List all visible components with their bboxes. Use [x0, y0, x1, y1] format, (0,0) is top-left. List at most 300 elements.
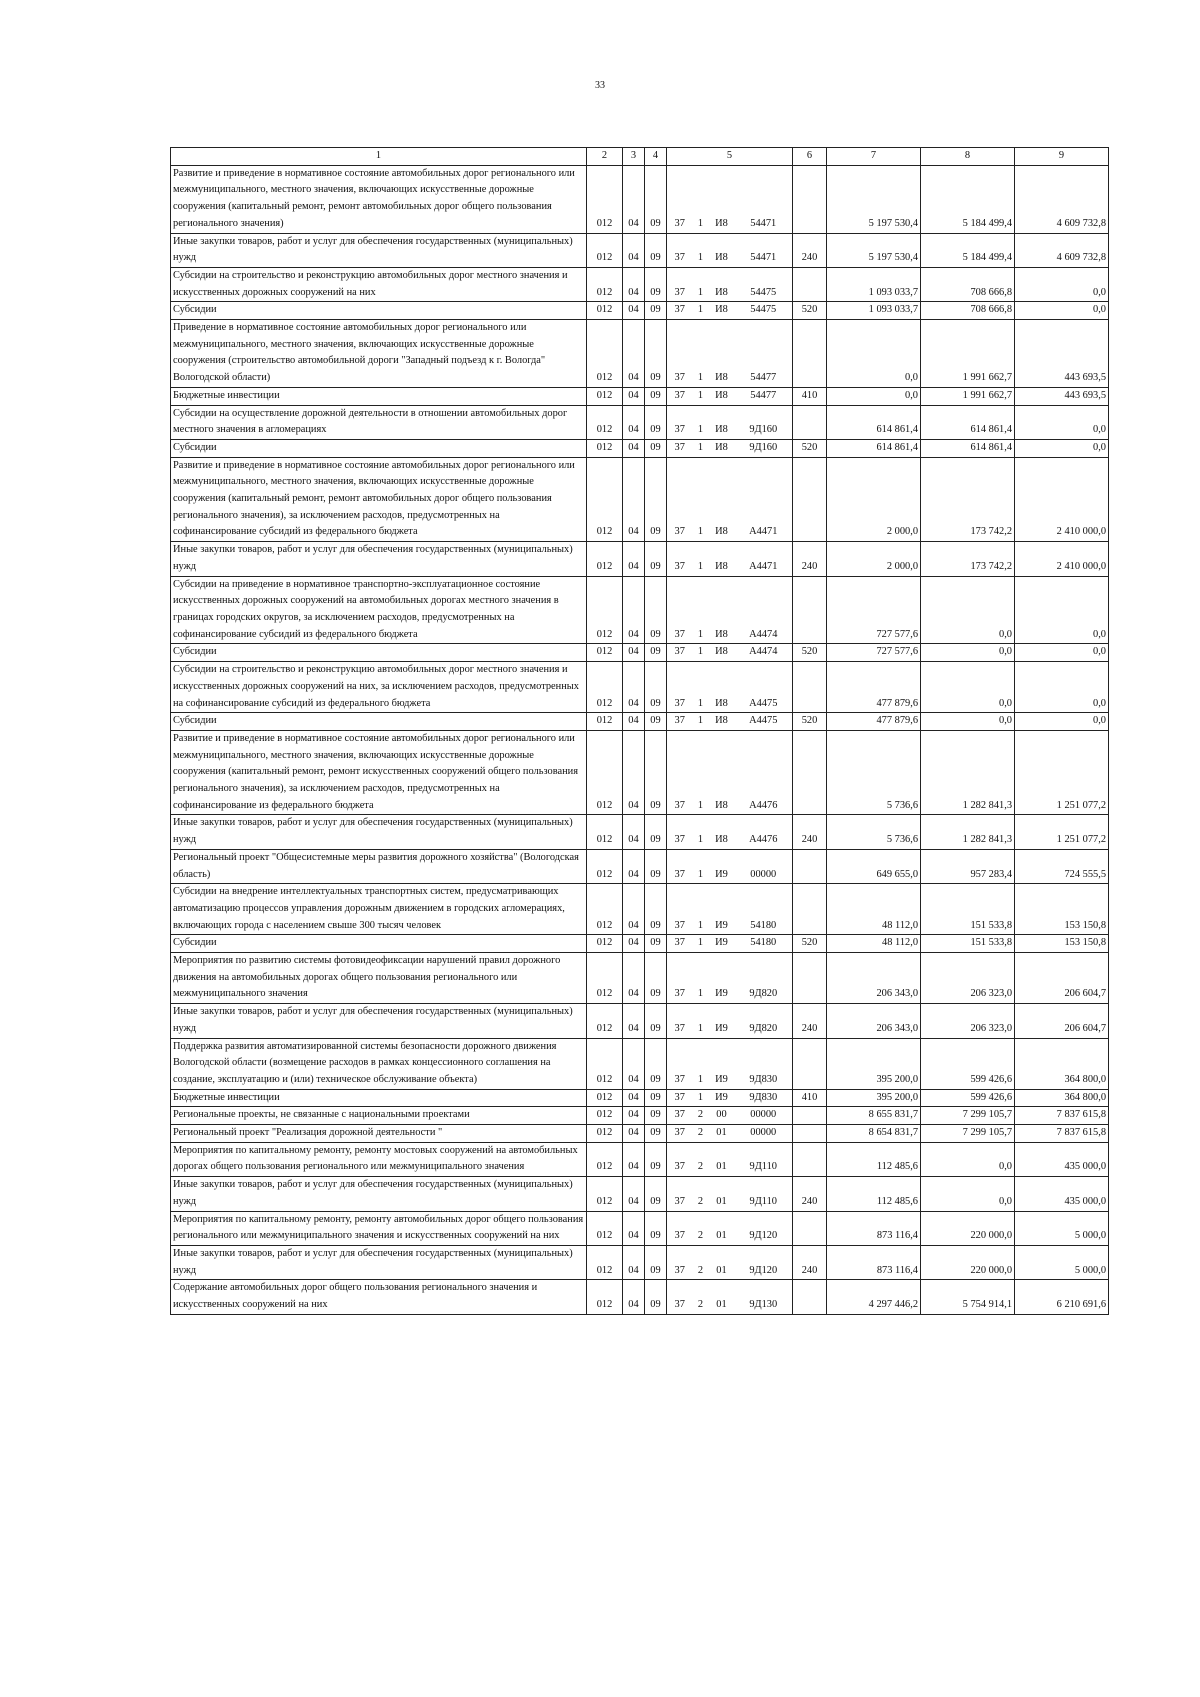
row-name: Приведение в нормативное состояние автомобильных дорог регионального или межмуниципального, местного значения, включающих искусственные дорожные сооружения (строительство автомобильной дороги "Западный подъезд к г. Вологда" Вологодской области) — [171, 320, 587, 388]
cell-section: 04 — [623, 457, 645, 542]
cell-section: 04 — [623, 576, 645, 644]
cell-amount-year-3: 4 609 732,8 — [1015, 165, 1109, 233]
cell-ministry-code: 012 — [587, 1089, 623, 1107]
cell-project-code: И8 — [709, 302, 735, 320]
cell-amount-year-1: 112 485,6 — [827, 1177, 921, 1211]
header-col-4: 4 — [645, 148, 667, 166]
table-row — [171, 576, 1109, 644]
cell-amount-year-2: 5 754 914,1 — [921, 1280, 1015, 1314]
table-row — [171, 233, 1109, 267]
cell-amount-year-2: 708 666,8 — [921, 302, 1015, 320]
cell-direction-code: 9Д830 — [735, 1089, 793, 1107]
cell-project-code: И8 — [709, 730, 735, 815]
cell-section: 04 — [623, 1177, 645, 1211]
cell-amount-year-2: 599 426,6 — [921, 1038, 1015, 1089]
cell-section: 04 — [623, 387, 645, 405]
cell-subsection: 09 — [645, 1211, 667, 1245]
row-name: Иные закупки товаров, работ и услуг для обеспечения государственных (муниципальных) нужд — [171, 233, 587, 267]
cell-amount-year-2: 708 666,8 — [921, 267, 1015, 301]
table-row — [171, 849, 1109, 883]
cell-ministry-code: 012 — [587, 662, 623, 713]
cell-subsection: 09 — [645, 935, 667, 953]
cell-project-code: И9 — [709, 953, 735, 1004]
cell-subsection: 09 — [645, 439, 667, 457]
cell-direction-code: 9Д120 — [735, 1211, 793, 1245]
cell-amount-year-1: 1 093 033,7 — [827, 302, 921, 320]
row-name: Региональные проекты, не связанные с национальными проектами — [171, 1107, 587, 1125]
cell-amount-year-3: 153 150,8 — [1015, 884, 1109, 935]
cell-amount-year-2: 614 861,4 — [921, 439, 1015, 457]
cell-amount-year-1: 873 116,4 — [827, 1211, 921, 1245]
cell-program: 37 — [667, 457, 693, 542]
cell-amount-year-2: 7 299 105,7 — [921, 1125, 1015, 1143]
cell-ministry-code: 012 — [587, 953, 623, 1004]
cell-program: 37 — [667, 267, 693, 301]
cell-subsection: 09 — [645, 849, 667, 883]
cell-expense-type: 520 — [793, 935, 827, 953]
cell-expense-type: 520 — [793, 644, 827, 662]
cell-amount-year-2: 5 184 499,4 — [921, 233, 1015, 267]
cell-ministry-code: 012 — [587, 457, 623, 542]
cell-amount-year-3: 0,0 — [1015, 662, 1109, 713]
table-row — [171, 644, 1109, 662]
cell-expense-type — [793, 884, 827, 935]
cell-expense-type — [793, 405, 827, 439]
cell-section: 04 — [623, 405, 645, 439]
cell-ministry-code: 012 — [587, 233, 623, 267]
cell-direction-code: А4474 — [735, 644, 793, 662]
table-header-row — [171, 148, 1109, 166]
row-name: Субсидии — [171, 644, 587, 662]
cell-program: 37 — [667, 1177, 693, 1211]
row-name: Субсидии на внедрение интеллектуальных транспортных систем, предусматривающих автоматизацию процессов управления дорожным движением в городских агломерациях, включающих города с населением свыше 300 тысяч человек — [171, 884, 587, 935]
cell-program: 37 — [667, 713, 693, 731]
table-row — [171, 662, 1109, 713]
cell-section: 04 — [623, 320, 645, 388]
cell-expense-type — [793, 662, 827, 713]
cell-amount-year-3: 7 837 615,8 — [1015, 1107, 1109, 1125]
cell-expense-type — [793, 267, 827, 301]
table-row — [171, 1177, 1109, 1211]
cell-amount-year-1: 206 343,0 — [827, 1004, 921, 1038]
cell-section: 04 — [623, 439, 645, 457]
header-col-8: 8 — [921, 148, 1015, 166]
cell-amount-year-1: 727 577,6 — [827, 644, 921, 662]
cell-program: 37 — [667, 320, 693, 388]
table-row — [171, 457, 1109, 542]
cell-subsection: 09 — [645, 457, 667, 542]
row-name: Мероприятия по развитию системы фотовидеофиксации нарушений правил дорожного движения на автомобильных дорогах общего пользования регионального или межмуниципального значения — [171, 953, 587, 1004]
cell-amount-year-3: 4 609 732,8 — [1015, 233, 1109, 267]
cell-amount-year-2: 5 184 499,4 — [921, 165, 1015, 233]
cell-subsection: 09 — [645, 320, 667, 388]
cell-amount-year-3: 435 000,0 — [1015, 1142, 1109, 1176]
table-row — [171, 267, 1109, 301]
cell-ministry-code: 012 — [587, 302, 623, 320]
cell-expense-type: 520 — [793, 302, 827, 320]
cell-subsection: 09 — [645, 1177, 667, 1211]
cell-program-type: 1 — [693, 439, 709, 457]
cell-program-type: 1 — [693, 713, 709, 731]
cell-ministry-code: 012 — [587, 1246, 623, 1280]
cell-subsection: 09 — [645, 884, 667, 935]
cell-program: 37 — [667, 1089, 693, 1107]
cell-project-code: И8 — [709, 233, 735, 267]
row-name: Развитие и приведение в нормативное состояние автомобильных дорог регионального или межмуниципального, местного значения, включающих искусственные дорожные сооружения (капитальный ремонт, ремонт автомобильных дорог общего пользования регионального значения), за исключением расходов, предусмотренных на софинансирование субсидий из федерального бюджета — [171, 457, 587, 542]
cell-section: 04 — [623, 1107, 645, 1125]
cell-section: 04 — [623, 935, 645, 953]
table-row — [171, 953, 1109, 1004]
cell-expense-type: 520 — [793, 713, 827, 731]
cell-subsection: 09 — [645, 1125, 667, 1143]
cell-ministry-code: 012 — [587, 815, 623, 849]
cell-subsection: 09 — [645, 1107, 667, 1125]
cell-program: 37 — [667, 644, 693, 662]
cell-ministry-code: 012 — [587, 1004, 623, 1038]
table-row — [171, 439, 1109, 457]
cell-project-code: И9 — [709, 1004, 735, 1038]
cell-section: 04 — [623, 233, 645, 267]
cell-amount-year-3: 206 604,7 — [1015, 1004, 1109, 1038]
cell-project-code: И9 — [709, 1089, 735, 1107]
cell-direction-code: А4475 — [735, 662, 793, 713]
row-name: Мероприятия по капитальному ремонту, ремонту мостовых сооружений на автомобильных дорогах общего пользования регионального или межмуниципального значения — [171, 1142, 587, 1176]
cell-expense-type: 240 — [793, 233, 827, 267]
cell-subsection: 09 — [645, 576, 667, 644]
cell-section: 04 — [623, 1280, 645, 1314]
cell-program-type: 1 — [693, 542, 709, 576]
cell-subsection: 09 — [645, 267, 667, 301]
cell-amount-year-3: 7 837 615,8 — [1015, 1125, 1109, 1143]
cell-section: 04 — [623, 267, 645, 301]
cell-amount-year-1: 395 200,0 — [827, 1038, 921, 1089]
row-name: Бюджетные инвестиции — [171, 1089, 587, 1107]
cell-amount-year-1: 48 112,0 — [827, 935, 921, 953]
cell-direction-code: 00000 — [735, 849, 793, 883]
cell-project-code: И9 — [709, 884, 735, 935]
cell-program: 37 — [667, 302, 693, 320]
cell-expense-type: 240 — [793, 542, 827, 576]
cell-ministry-code: 012 — [587, 387, 623, 405]
cell-ministry-code: 012 — [587, 935, 623, 953]
cell-program: 37 — [667, 1038, 693, 1089]
cell-direction-code: 9Д110 — [735, 1142, 793, 1176]
cell-program-type: 2 — [693, 1177, 709, 1211]
cell-project-code: 01 — [709, 1125, 735, 1143]
row-name: Субсидии на строительство и реконструкцию автомобильных дорог местного значения и искусственных дорожных сооружений на них — [171, 267, 587, 301]
cell-direction-code: 9Д160 — [735, 405, 793, 439]
cell-amount-year-3: 0,0 — [1015, 439, 1109, 457]
cell-subsection: 09 — [645, 233, 667, 267]
cell-direction-code: 54475 — [735, 267, 793, 301]
cell-subsection: 09 — [645, 165, 667, 233]
table-row — [171, 1004, 1109, 1038]
row-name: Бюджетные инвестиции — [171, 387, 587, 405]
cell-subsection: 09 — [645, 1004, 667, 1038]
table-row — [171, 320, 1109, 388]
cell-amount-year-1: 614 861,4 — [827, 405, 921, 439]
row-name: Содержание автомобильных дорог общего пользования регионального значения и искусственных сооружений на них — [171, 1280, 587, 1314]
cell-program-type: 2 — [693, 1246, 709, 1280]
cell-subsection: 09 — [645, 1089, 667, 1107]
row-name: Субсидии — [171, 713, 587, 731]
cell-amount-year-3: 0,0 — [1015, 267, 1109, 301]
row-name: Региональный проект "Реализация дорожной деятельности " — [171, 1125, 587, 1143]
cell-amount-year-3: 0,0 — [1015, 405, 1109, 439]
cell-amount-year-2: 957 283,4 — [921, 849, 1015, 883]
cell-amount-year-2: 0,0 — [921, 576, 1015, 644]
cell-program-type: 1 — [693, 576, 709, 644]
cell-program: 37 — [667, 1004, 693, 1038]
cell-ministry-code: 012 — [587, 576, 623, 644]
cell-direction-code: 9Д110 — [735, 1177, 793, 1211]
cell-amount-year-3: 364 800,0 — [1015, 1089, 1109, 1107]
cell-amount-year-3: 443 693,5 — [1015, 387, 1109, 405]
cell-amount-year-2: 614 861,4 — [921, 405, 1015, 439]
cell-direction-code: 9Д130 — [735, 1280, 793, 1314]
cell-program-type: 1 — [693, 165, 709, 233]
cell-project-code: 01 — [709, 1142, 735, 1176]
cell-expense-type — [793, 849, 827, 883]
cell-section: 04 — [623, 815, 645, 849]
cell-project-code: И8 — [709, 815, 735, 849]
cell-program-type: 1 — [693, 953, 709, 1004]
cell-ministry-code: 012 — [587, 1125, 623, 1143]
cell-ministry-code: 012 — [587, 713, 623, 731]
cell-project-code: И8 — [709, 457, 735, 542]
cell-ministry-code: 012 — [587, 320, 623, 388]
cell-ministry-code: 012 — [587, 1038, 623, 1089]
cell-direction-code: 54477 — [735, 320, 793, 388]
cell-amount-year-2: 206 323,0 — [921, 1004, 1015, 1038]
row-name: Иные закупки товаров, работ и услуг для обеспечения государственных (муниципальных) нужд — [171, 815, 587, 849]
cell-project-code: 00 — [709, 1107, 735, 1125]
cell-section: 04 — [623, 165, 645, 233]
cell-expense-type: 410 — [793, 387, 827, 405]
cell-program-type: 2 — [693, 1125, 709, 1143]
cell-program: 37 — [667, 1107, 693, 1125]
cell-ministry-code: 012 — [587, 1177, 623, 1211]
cell-expense-type — [793, 953, 827, 1004]
cell-expense-type — [793, 576, 827, 644]
cell-amount-year-1: 206 343,0 — [827, 953, 921, 1004]
cell-project-code: И8 — [709, 644, 735, 662]
cell-program-type: 1 — [693, 644, 709, 662]
cell-program-type: 1 — [693, 849, 709, 883]
cell-program-type: 2 — [693, 1142, 709, 1176]
cell-amount-year-1: 8 654 831,7 — [827, 1125, 921, 1143]
cell-amount-year-3: 1 251 077,2 — [1015, 730, 1109, 815]
cell-ministry-code: 012 — [587, 542, 623, 576]
row-name: Развитие и приведение в нормативное состояние автомобильных дорог регионального или межмуниципального, местного значения, включающих искусственные дорожные сооружения (капитальный ремонт, ремонт автомобильных дорог общего пользования регионального значения) — [171, 165, 587, 233]
cell-amount-year-1: 2 000,0 — [827, 542, 921, 576]
cell-project-code: И9 — [709, 935, 735, 953]
cell-amount-year-1: 1 093 033,7 — [827, 267, 921, 301]
cell-direction-code: 9Д160 — [735, 439, 793, 457]
cell-program: 37 — [667, 1246, 693, 1280]
row-name: Мероприятия по капитальному ремонту, ремонту автомобильных дорог общего пользования регионального или межмуниципального значения и искусственных сооружений на них — [171, 1211, 587, 1245]
cell-section: 04 — [623, 1038, 645, 1089]
row-name: Субсидии на строительство и реконструкцию автомобильных дорог местного значения и искусственных дорожных сооружений на них, за исключением расходов, предусмотренных на софинансирование субсидий из федерального бюджета — [171, 662, 587, 713]
cell-amount-year-3: 443 693,5 — [1015, 320, 1109, 388]
table-row — [171, 935, 1109, 953]
cell-amount-year-2: 1 991 662,7 — [921, 387, 1015, 405]
cell-ministry-code: 012 — [587, 644, 623, 662]
cell-section: 04 — [623, 1089, 645, 1107]
cell-amount-year-3: 2 410 000,0 — [1015, 542, 1109, 576]
cell-amount-year-1: 4 297 446,2 — [827, 1280, 921, 1314]
cell-program-type: 2 — [693, 1280, 709, 1314]
cell-direction-code: 54180 — [735, 884, 793, 935]
cell-amount-year-3: 0,0 — [1015, 713, 1109, 731]
cell-subsection: 09 — [645, 387, 667, 405]
cell-amount-year-2: 173 742,2 — [921, 542, 1015, 576]
cell-ministry-code: 012 — [587, 1280, 623, 1314]
cell-project-code: 01 — [709, 1280, 735, 1314]
cell-program-type: 1 — [693, 387, 709, 405]
cell-expense-type — [793, 1211, 827, 1245]
cell-subsection: 09 — [645, 953, 667, 1004]
cell-amount-year-1: 614 861,4 — [827, 439, 921, 457]
cell-expense-type — [793, 1107, 827, 1125]
header-col-1: 1 — [171, 148, 587, 166]
header-col-6: 6 — [793, 148, 827, 166]
cell-amount-year-2: 220 000,0 — [921, 1211, 1015, 1245]
cell-ministry-code: 012 — [587, 165, 623, 233]
cell-direction-code: 54477 — [735, 387, 793, 405]
cell-section: 04 — [623, 1246, 645, 1280]
cell-direction-code: А4471 — [735, 542, 793, 576]
cell-project-code: И9 — [709, 849, 735, 883]
table-row — [171, 1089, 1109, 1107]
cell-amount-year-2: 0,0 — [921, 644, 1015, 662]
cell-subsection: 09 — [645, 713, 667, 731]
table-row — [171, 713, 1109, 731]
cell-section: 04 — [623, 713, 645, 731]
cell-amount-year-3: 2 410 000,0 — [1015, 457, 1109, 542]
cell-amount-year-1: 477 879,6 — [827, 662, 921, 713]
cell-amount-year-2: 599 426,6 — [921, 1089, 1015, 1107]
cell-expense-type — [793, 1142, 827, 1176]
table-row — [171, 1280, 1109, 1314]
cell-expense-type — [793, 457, 827, 542]
header-col-7: 7 — [827, 148, 921, 166]
cell-expense-type: 240 — [793, 1246, 827, 1280]
cell-program: 37 — [667, 576, 693, 644]
cell-expense-type — [793, 1280, 827, 1314]
cell-section: 04 — [623, 849, 645, 883]
table-row — [171, 405, 1109, 439]
cell-program-type: 1 — [693, 935, 709, 953]
table-row — [171, 542, 1109, 576]
cell-program-type: 1 — [693, 457, 709, 542]
cell-amount-year-1: 8 655 831,7 — [827, 1107, 921, 1125]
cell-program-type: 1 — [693, 267, 709, 301]
cell-program: 37 — [667, 439, 693, 457]
cell-amount-year-1: 395 200,0 — [827, 1089, 921, 1107]
cell-section: 04 — [623, 542, 645, 576]
cell-subsection: 09 — [645, 662, 667, 713]
cell-amount-year-2: 0,0 — [921, 662, 1015, 713]
cell-amount-year-3: 153 150,8 — [1015, 935, 1109, 953]
cell-program-type: 2 — [693, 1211, 709, 1245]
cell-program: 37 — [667, 165, 693, 233]
cell-amount-year-2: 151 533,8 — [921, 884, 1015, 935]
table-row — [171, 1107, 1109, 1125]
cell-section: 04 — [623, 1142, 645, 1176]
cell-program-type: 2 — [693, 1107, 709, 1125]
cell-project-code: И8 — [709, 267, 735, 301]
cell-project-code: И8 — [709, 387, 735, 405]
cell-amount-year-2: 1 282 841,3 — [921, 815, 1015, 849]
cell-project-code: И9 — [709, 1038, 735, 1089]
cell-amount-year-1: 2 000,0 — [827, 457, 921, 542]
cell-direction-code: 00000 — [735, 1125, 793, 1143]
cell-expense-type: 240 — [793, 1004, 827, 1038]
cell-amount-year-2: 0,0 — [921, 1142, 1015, 1176]
cell-ministry-code: 012 — [587, 730, 623, 815]
cell-program-type: 1 — [693, 320, 709, 388]
row-name: Иные закупки товаров, работ и услуг для обеспечения государственных (муниципальных) нужд — [171, 542, 587, 576]
cell-amount-year-1: 0,0 — [827, 387, 921, 405]
cell-project-code: И8 — [709, 576, 735, 644]
cell-program: 37 — [667, 1280, 693, 1314]
cell-program-type: 1 — [693, 1089, 709, 1107]
cell-program: 37 — [667, 884, 693, 935]
cell-amount-year-2: 1 991 662,7 — [921, 320, 1015, 388]
cell-subsection: 09 — [645, 302, 667, 320]
cell-amount-year-2: 206 323,0 — [921, 953, 1015, 1004]
cell-ministry-code: 012 — [587, 1142, 623, 1176]
cell-amount-year-1: 48 112,0 — [827, 884, 921, 935]
cell-program-type: 1 — [693, 662, 709, 713]
table-row — [171, 1211, 1109, 1245]
cell-subsection: 09 — [645, 1246, 667, 1280]
cell-amount-year-2: 7 299 105,7 — [921, 1107, 1015, 1125]
table-row — [171, 1142, 1109, 1176]
cell-expense-type — [793, 730, 827, 815]
cell-program-type: 1 — [693, 730, 709, 815]
cell-program: 37 — [667, 730, 693, 815]
cell-direction-code: А4471 — [735, 457, 793, 542]
table-body — [171, 165, 1109, 1314]
cell-expense-type — [793, 1038, 827, 1089]
cell-program: 37 — [667, 953, 693, 1004]
cell-expense-type — [793, 320, 827, 388]
row-name: Иные закупки товаров, работ и услуг для обеспечения государственных (муниципальных) нужд — [171, 1004, 587, 1038]
cell-project-code: 01 — [709, 1211, 735, 1245]
cell-expense-type: 520 — [793, 439, 827, 457]
cell-section: 04 — [623, 1211, 645, 1245]
cell-project-code: И8 — [709, 439, 735, 457]
cell-amount-year-1: 873 116,4 — [827, 1246, 921, 1280]
cell-direction-code: 9Д830 — [735, 1038, 793, 1089]
row-name: Субсидии на приведение в нормативное транспортно-эксплуатационное состояние искусственных дорожных сооружений на автомобильных дорогах местного значения в границах городских округов, за исключением расходов, предусмотренных на софинансирование субсидий из федерального бюджета — [171, 576, 587, 644]
cell-amount-year-3: 435 000,0 — [1015, 1177, 1109, 1211]
cell-amount-year-2: 0,0 — [921, 713, 1015, 731]
cell-amount-year-1: 477 879,6 — [827, 713, 921, 731]
cell-ministry-code: 012 — [587, 1107, 623, 1125]
cell-program: 37 — [667, 1142, 693, 1176]
row-name: Субсидии на осуществление дорожной деятельности в отношении автомобильных дорог местного значения в агломерациях — [171, 405, 587, 439]
cell-amount-year-2: 0,0 — [921, 1177, 1015, 1211]
cell-expense-type — [793, 165, 827, 233]
cell-amount-year-3: 0,0 — [1015, 644, 1109, 662]
cell-program-type: 1 — [693, 405, 709, 439]
cell-program: 37 — [667, 542, 693, 576]
cell-project-code: И8 — [709, 662, 735, 713]
cell-program: 37 — [667, 935, 693, 953]
